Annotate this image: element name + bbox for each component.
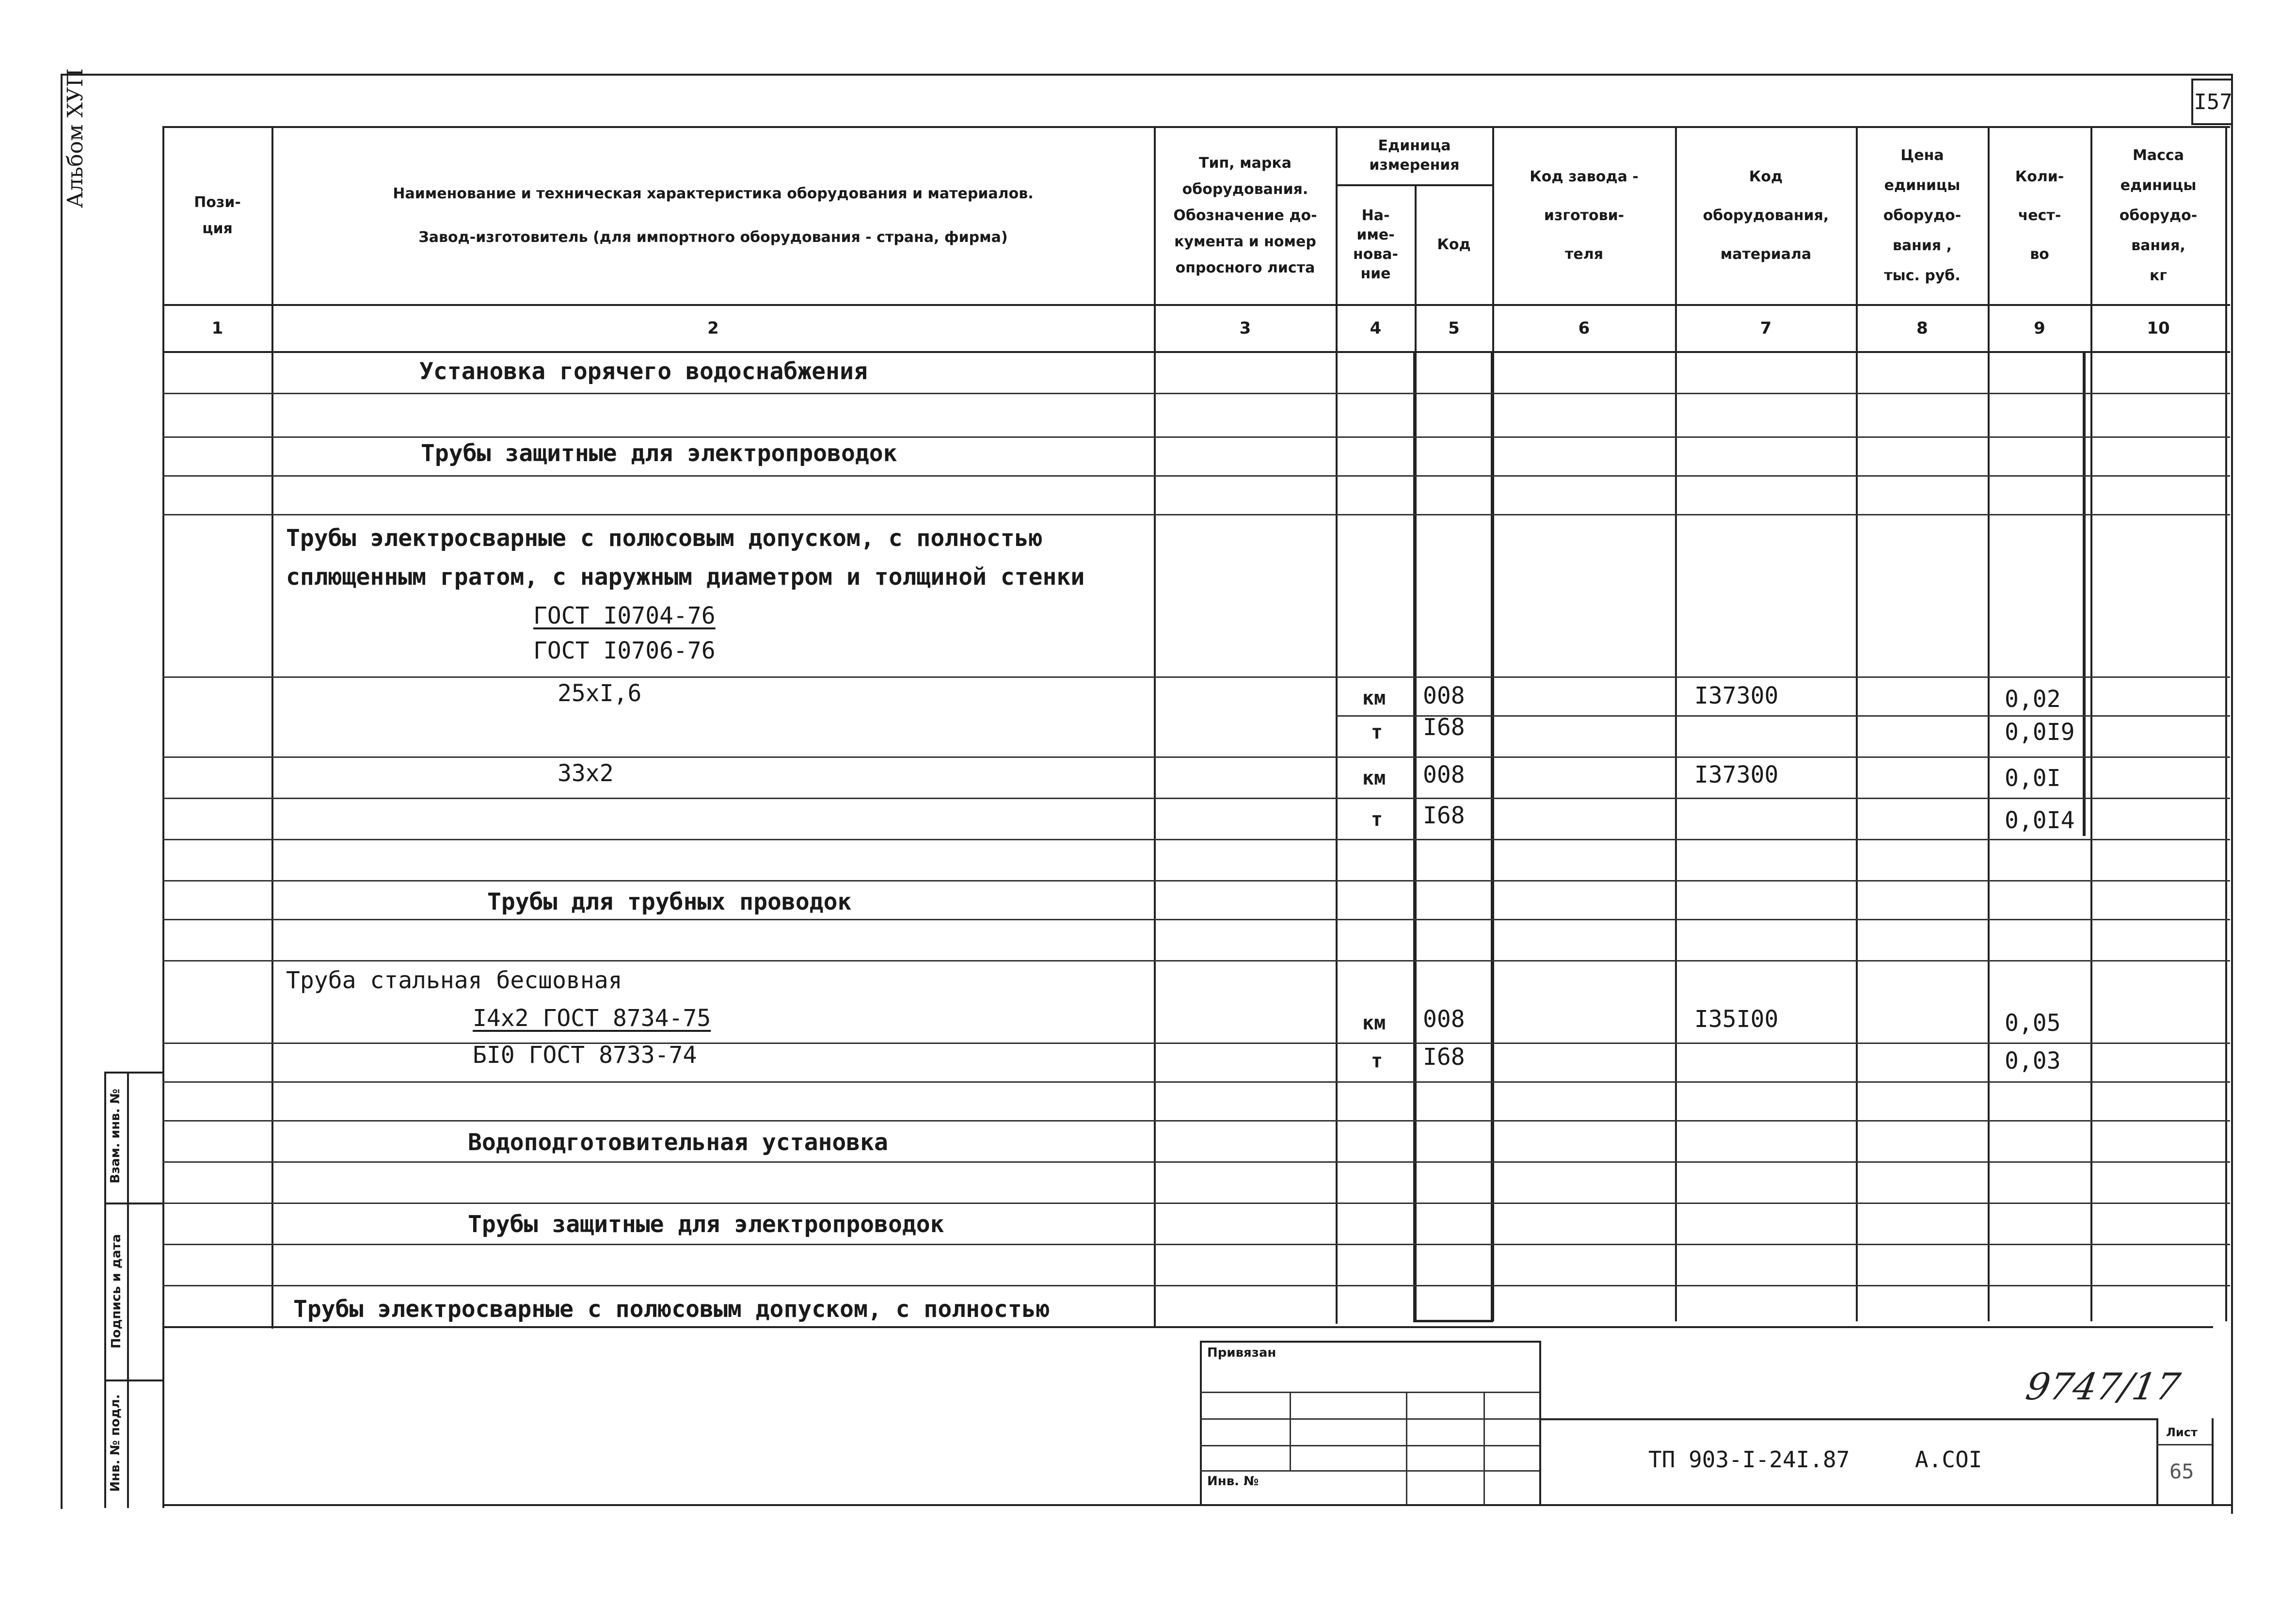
handwritten-number-text: 9747/17 xyxy=(2023,1365,2184,1408)
unit-t-3: т xyxy=(1371,1050,1383,1072)
colnum-5: 5 xyxy=(1448,318,1460,338)
album-label xyxy=(63,61,92,216)
header-mass: Масса единицы оборудо- вания, кг xyxy=(2119,146,2198,284)
header-name-line2: Завод-изготовитель (для импортного оборудования - страна, фирма) xyxy=(418,228,1008,246)
unit-km-2: км xyxy=(1362,767,1386,789)
unit-t-2: т xyxy=(1371,808,1383,831)
section-water-treatment: Водоподготовительная установка xyxy=(468,1129,888,1156)
item-size-14: I4х2 ГОСТ 8734-75 xyxy=(473,1005,711,1032)
unit-km-3: км xyxy=(1362,1012,1386,1034)
album-label-text: Альбом ХУП xyxy=(63,68,88,208)
colnum-10: 10 xyxy=(2147,318,2170,338)
subsection-protective-pipes: Трубы защитные для электропроводок xyxy=(421,440,897,467)
colnum-3: 3 xyxy=(1239,318,1251,338)
item-steel-grade: БI0 ГОСТ 8733-74 xyxy=(473,1042,697,1069)
handwritten-number xyxy=(2023,1365,2183,1408)
item-size-33: 33х2 xyxy=(558,760,614,787)
section-hot-water: Установка горячего водоснабжения xyxy=(419,358,868,385)
qty-1: 0,02 xyxy=(2005,686,2061,713)
item-description-line1: Трубы электросварные с полюсовым допуском, с полностью xyxy=(286,525,1043,552)
document-code: ТП 903-I-24I.87 xyxy=(1648,1446,1850,1473)
item-description-line2: сплющенным гратом, с наружным диаметром и толщиной стенки xyxy=(286,563,1085,591)
stamp-inv-replace-text: Взам. инв. № xyxy=(108,1089,123,1184)
stamp-inv-replace xyxy=(104,1073,127,1199)
page-number: I57 xyxy=(2194,89,2232,114)
header-price: Цена единицы оборудо- вания , тыс. руб. xyxy=(1883,146,1961,284)
colnum-1: 1 xyxy=(211,318,223,338)
header-unit-code: Код xyxy=(1437,236,1471,253)
material-code-2: I37300 xyxy=(1694,761,1779,788)
stamp-sign-date xyxy=(105,1204,128,1379)
code-168-3: I68 xyxy=(1423,1043,1465,1071)
item-size-25: 25хI,6 xyxy=(558,680,642,707)
code-008-2: 008 xyxy=(1423,761,1465,788)
album-code: А.СОI xyxy=(1915,1446,1982,1473)
subsection-protective-pipes-2: Трубы защитные для электропроводок xyxy=(468,1211,944,1238)
qty-3: 0,0I xyxy=(2005,765,2061,792)
colnum-9: 9 xyxy=(2034,318,2045,338)
page-number-box xyxy=(2191,79,2233,125)
header-position: Пози- ция xyxy=(194,193,241,237)
qty-6: 0,03 xyxy=(2005,1047,2061,1075)
item-description-line3: Трубы электросварные с полюсовым допуском, с полностью xyxy=(293,1296,1050,1323)
code-008-3: 008 xyxy=(1423,1006,1465,1033)
colnum-2: 2 xyxy=(707,318,719,338)
header-factory-code: Код завода - изготови- теля xyxy=(1530,168,1639,263)
item-seamless-pipe: Труба стальная бесшовная xyxy=(286,967,622,994)
colnum-8: 8 xyxy=(1916,318,1928,338)
item-standard-1: ГОСТ I0704-76 xyxy=(533,602,716,629)
material-code-1: I37300 xyxy=(1694,682,1779,709)
unit-t-1: т xyxy=(1371,721,1383,743)
colnum-4: 4 xyxy=(1370,318,1382,338)
header-unit-group: Единица измерения xyxy=(1369,137,1460,174)
header-material-code: Код оборудования, материала xyxy=(1703,168,1829,263)
stamp-inv-orig xyxy=(104,1380,127,1506)
header-quantity: Коли- чест- во xyxy=(2015,168,2064,263)
stamp-sign-date-text: Подпись и дата xyxy=(109,1234,124,1349)
header-name-line1: Наименование и техническая характеристика оборудования и материалов. xyxy=(393,185,1034,202)
subsection-conduit-pipes: Трубы для трубных проводок xyxy=(487,888,852,915)
header-type: Тип, марка оборудования. Обозначение до- кумента и номер опросного листа xyxy=(1173,154,1317,276)
stamp-inv-orig-text: Инв. № подл. xyxy=(108,1394,123,1492)
header-unit-name: На- име- нова- ние xyxy=(1353,207,1399,282)
colnum-6: 6 xyxy=(1578,318,1590,338)
bound-label: Привязан xyxy=(1207,1346,1276,1360)
qty-5: 0,05 xyxy=(2005,1010,2061,1037)
qty-4: 0,0I4 xyxy=(2005,807,2075,834)
code-168-2: I68 xyxy=(1423,802,1465,829)
header-name xyxy=(272,127,1154,304)
colnum-7: 7 xyxy=(1760,318,1772,338)
qty-2: 0,0I9 xyxy=(2005,719,2075,746)
code-168-1: I68 xyxy=(1423,714,1465,741)
sheet-number: 65 xyxy=(2169,1460,2194,1483)
sheet-label: Лист xyxy=(2166,1426,2198,1439)
material-code-3: I35I00 xyxy=(1694,1006,1779,1033)
code-008-1: 008 xyxy=(1423,682,1465,709)
item-standard-2: ГОСТ I0706-76 xyxy=(533,637,716,664)
unit-km-1: км xyxy=(1362,687,1386,709)
inv-label: Инв. № xyxy=(1207,1474,1259,1489)
